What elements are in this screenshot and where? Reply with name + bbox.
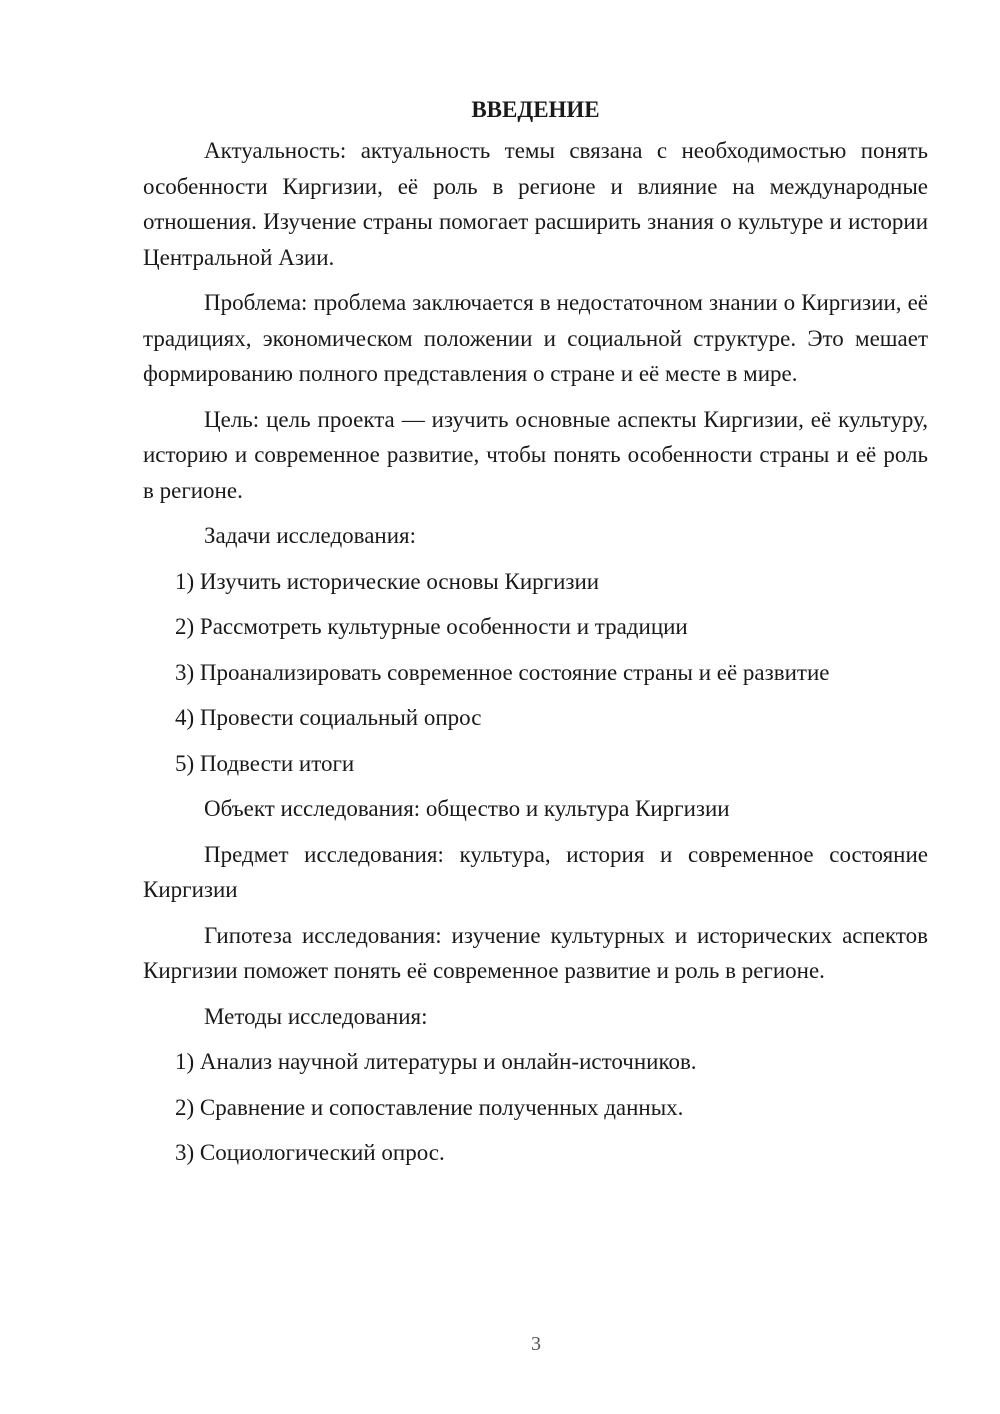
task-item: 3) Проанализировать современное состояние страны и её развитие <box>175 659 830 685</box>
hypothesis-paragraph: Гипотеза исследования: изучение культурных и исторических аспектов Киргизии поможет понять её современное развитие и роль в регионе. <box>143 922 928 983</box>
task-item: 1) Изучить исторические основы Киргизии <box>175 568 600 594</box>
relevance-paragraph: Актуальность: актуальность темы связана с необходимостью понять особенности Киргизии, её роль в регионе и влияние на международные отношения. Изучение страны помогает расширить знания о культуре и истории Центральной Азии. <box>143 138 928 270</box>
task-item: 5) Подвести итоги <box>175 750 355 776</box>
page-title: ВВЕДЕНИЕ <box>471 97 600 122</box>
task-item: 2) Рассмотреть культурные особенности и традиции <box>175 614 688 639</box>
document-page <box>143 93 928 1181</box>
tasks-heading: Задачи исследования: <box>204 523 417 548</box>
problem-paragraph: Проблема: проблема заключается в недостаточном знании о Киргизии, её традициях, экономическом положении и социальной структуре. Это мешает формированию полного представления о стране и её месте в мире. <box>143 290 928 386</box>
method-item: 3) Социологический опрос. <box>175 1140 445 1165</box>
method-item: 1) Анализ научной литературы и онлайн-источников. <box>175 1049 697 1074</box>
subject-paragraph: Предмет исследования: культура, история и современное состояние Киргизии <box>143 841 928 902</box>
methods-heading: Методы исследования: <box>204 1003 428 1029</box>
task-item: 4) Провести социальный опрос <box>175 705 482 730</box>
method-item: 2) Сравнение и сопоставление полученных данных. <box>175 1094 684 1120</box>
object-line: Объект исследования: общество и культура Киргизии <box>204 796 730 821</box>
page-number: 3 <box>531 1333 541 1355</box>
goal-paragraph: Цель: цель проекта — изучить основные аспекты Киргизии, её культуру, историю и современное развитие, чтобы понять особенности страны и её роль в регионе. <box>143 406 928 503</box>
